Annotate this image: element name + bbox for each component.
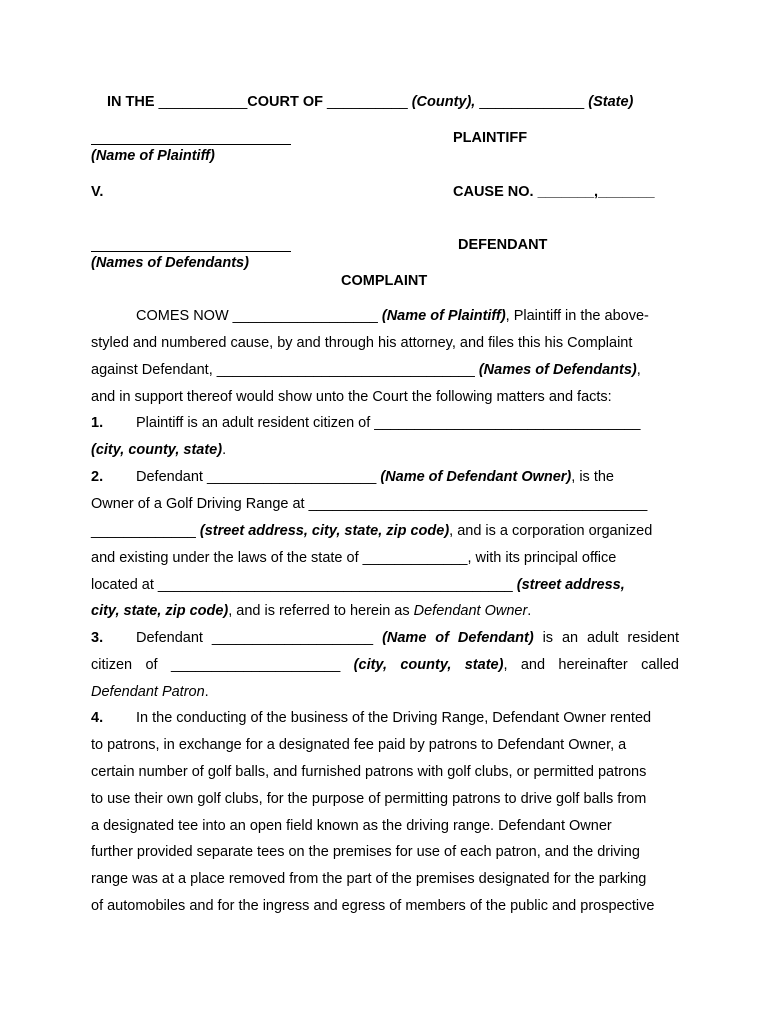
para-1-line-1: 1. Plaintiff is an adult resident citizen of _________________________________ bbox=[91, 415, 641, 431]
cause-blank: _______,_______ bbox=[537, 184, 655, 200]
plaintiff-role: PLAINTIFF bbox=[453, 130, 528, 146]
para-4-line-1: 4. In the conducting of the business of the Driving Range, Defendant Owner rented bbox=[91, 710, 652, 726]
para-4-line-4: to use their own golf clubs, for the purpose of permitting patrons to drive golf balls from bbox=[91, 791, 647, 807]
para-3-line-3: Defendant Patron. bbox=[91, 684, 209, 700]
para-2-number: 2. bbox=[91, 469, 104, 485]
para-4-line-8: of automobiles and for the ingress and egress of members of the public and prospective bbox=[91, 898, 655, 914]
caption-state-blank: _____________ bbox=[479, 94, 585, 110]
para-2-line-2: Owner of a Golf Driving Range at __________________________________________ bbox=[91, 496, 648, 512]
document-title: COMPLAINT bbox=[341, 273, 428, 289]
plaintiff-name-line bbox=[91, 144, 291, 145]
caption-state: (State) bbox=[588, 94, 634, 110]
para-2-line-1: 2. Defendant _____________________ (Name of Defendant Owner), is the bbox=[91, 469, 614, 485]
intro-line-2: styled and numbered cause, by and through his attorney, and files this his Complaint bbox=[91, 335, 633, 351]
para-2-line-6: city, state, zip code), and is referred to herein as Defendant Owner. bbox=[91, 603, 532, 619]
para-4-line-7: range was at a place removed from the part of the premises designated for the parking bbox=[91, 871, 647, 887]
plaintiff-name-label: (Name of Plaintiff) bbox=[91, 148, 215, 164]
caption-court-of: COURT OF bbox=[247, 94, 323, 110]
para-3-line-1: 3. Defendant ____________________ (Name of Defendant) is an adult resident bbox=[91, 630, 679, 646]
intro-line-4: and in support thereof would show unto the Court the following matters and facts: bbox=[91, 389, 612, 405]
caption-county-blank: __________ bbox=[327, 94, 408, 110]
para-4-line-2: to patrons, in exchange for a designated fee paid by patrons to Defendant Owner, a bbox=[91, 737, 627, 753]
para-4-line-3: certain number of golf balls, and furnished patrons with golf clubs, or permitted patrons bbox=[91, 764, 647, 780]
para-4-line-6: further provided separate tees on the premises for use of each patron, and the driving bbox=[91, 844, 640, 860]
para-3-number: 3. bbox=[91, 630, 104, 646]
para-2-line-5: located at ____________________________________________ (street address, bbox=[91, 577, 625, 593]
caption-in-the: IN THE bbox=[107, 94, 155, 110]
cause-number bbox=[453, 184, 655, 200]
defendant-role: DEFENDANT bbox=[458, 237, 548, 253]
caption-county: (County), bbox=[411, 94, 476, 110]
para-2-line-3: _____________ (street address, city, state, zip code), and is a corporation organized bbox=[91, 523, 653, 539]
versus: V. bbox=[91, 184, 104, 200]
defendant-name-line bbox=[91, 251, 291, 252]
para-4-number: 4. bbox=[91, 710, 104, 726]
court-caption bbox=[107, 94, 633, 110]
para-4-line-5: a designated tee into an open field known as the driving range. Defendant Owner bbox=[91, 818, 612, 834]
caption-court-blank: ___________ bbox=[158, 94, 248, 110]
intro-line-3: against Defendant, ________________________________ (Names of Defendants), bbox=[91, 362, 641, 378]
cause-label: CAUSE NO. bbox=[453, 184, 534, 200]
defendant-name-label: (Names of Defendants) bbox=[91, 255, 249, 271]
para-3-line-2: citizen of _____________________ (city, county, state), and hereinafter called bbox=[91, 657, 679, 673]
intro-line-1: COMES NOW __________________ (Name of Plaintiff), Plaintiff in the above- bbox=[136, 308, 649, 324]
para-2-line-4: and existing under the laws of the state of _____________, with its principal office bbox=[91, 550, 617, 566]
para-1-line-2: (city, county, state). bbox=[91, 442, 227, 458]
para-1-number: 1. bbox=[91, 415, 104, 431]
